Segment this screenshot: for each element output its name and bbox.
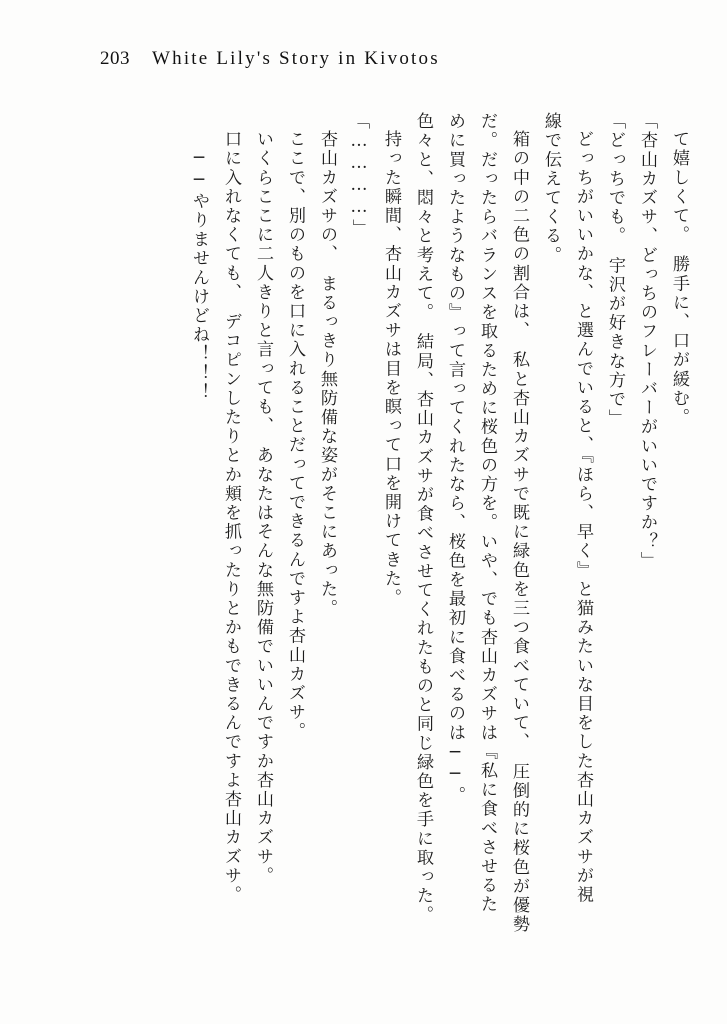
page-title: White Lily's Story in Kivotos [152,48,440,69]
text-column: いくらここに二人きりと言っても、 あなたはそんな無防備でいいんですか杏山カズサ。 [253,130,273,886]
text-column: 杏山カズサの、 まるっきり無防備な姿がそこにあった。 [317,130,337,618]
text-column: ──やりませんけどね！！！ [189,148,209,402]
text-column: ここで、別のものを口に入れることだってできるんですよ杏山カズサ。 [285,130,305,742]
text-column: 持った瞬間、杏山カズサは目を瞑って口を開けてきた。 [381,130,401,608]
running-head [100,48,440,70]
page-number: 203 [100,48,130,69]
text-column: 線で伝えてくる。 [541,112,561,265]
text-column: 「どっちでも。 宇沢が好きな方で」 [605,112,625,429]
text-column: 箱の中の二色の割合は、 私と杏山カズサで既に緑色を三つ食べていて、 圧倒的に桜色が優勢 [509,130,529,935]
text-column: 色々と、悶々と考えて。 結局、杏山カズサが食べさせてくれたものと同じ緑色を手に取った。 [413,112,433,925]
text-column: だ。だったらバランスを取るために桜色の方を。いや、でも杏山カズサは『私に食べさせるた [477,112,497,915]
vertical-text-body [52,112,687,952]
text-column: めに買ったようなもの』って言ってくれたなら、桜色を最初に食べるのは──。 [445,112,465,806]
text-column: て嬉しくて。 勝手に、口が緩む。 [669,130,689,427]
text-column: 「杏山カズサ、どっちのフレーバーがいいですか？」 [637,112,657,571]
text-column: 口に入れなくても、 デコピンしたりとか頬を抓ったりとかもできるんですよ杏山カズサ。 [221,130,241,905]
text-column: 「…………」 [349,112,369,238]
text-column: どっちがいいかな、と選んでいると、『ほら、早く』と猫みたいな目をした杏山カズサが視 [573,130,593,905]
